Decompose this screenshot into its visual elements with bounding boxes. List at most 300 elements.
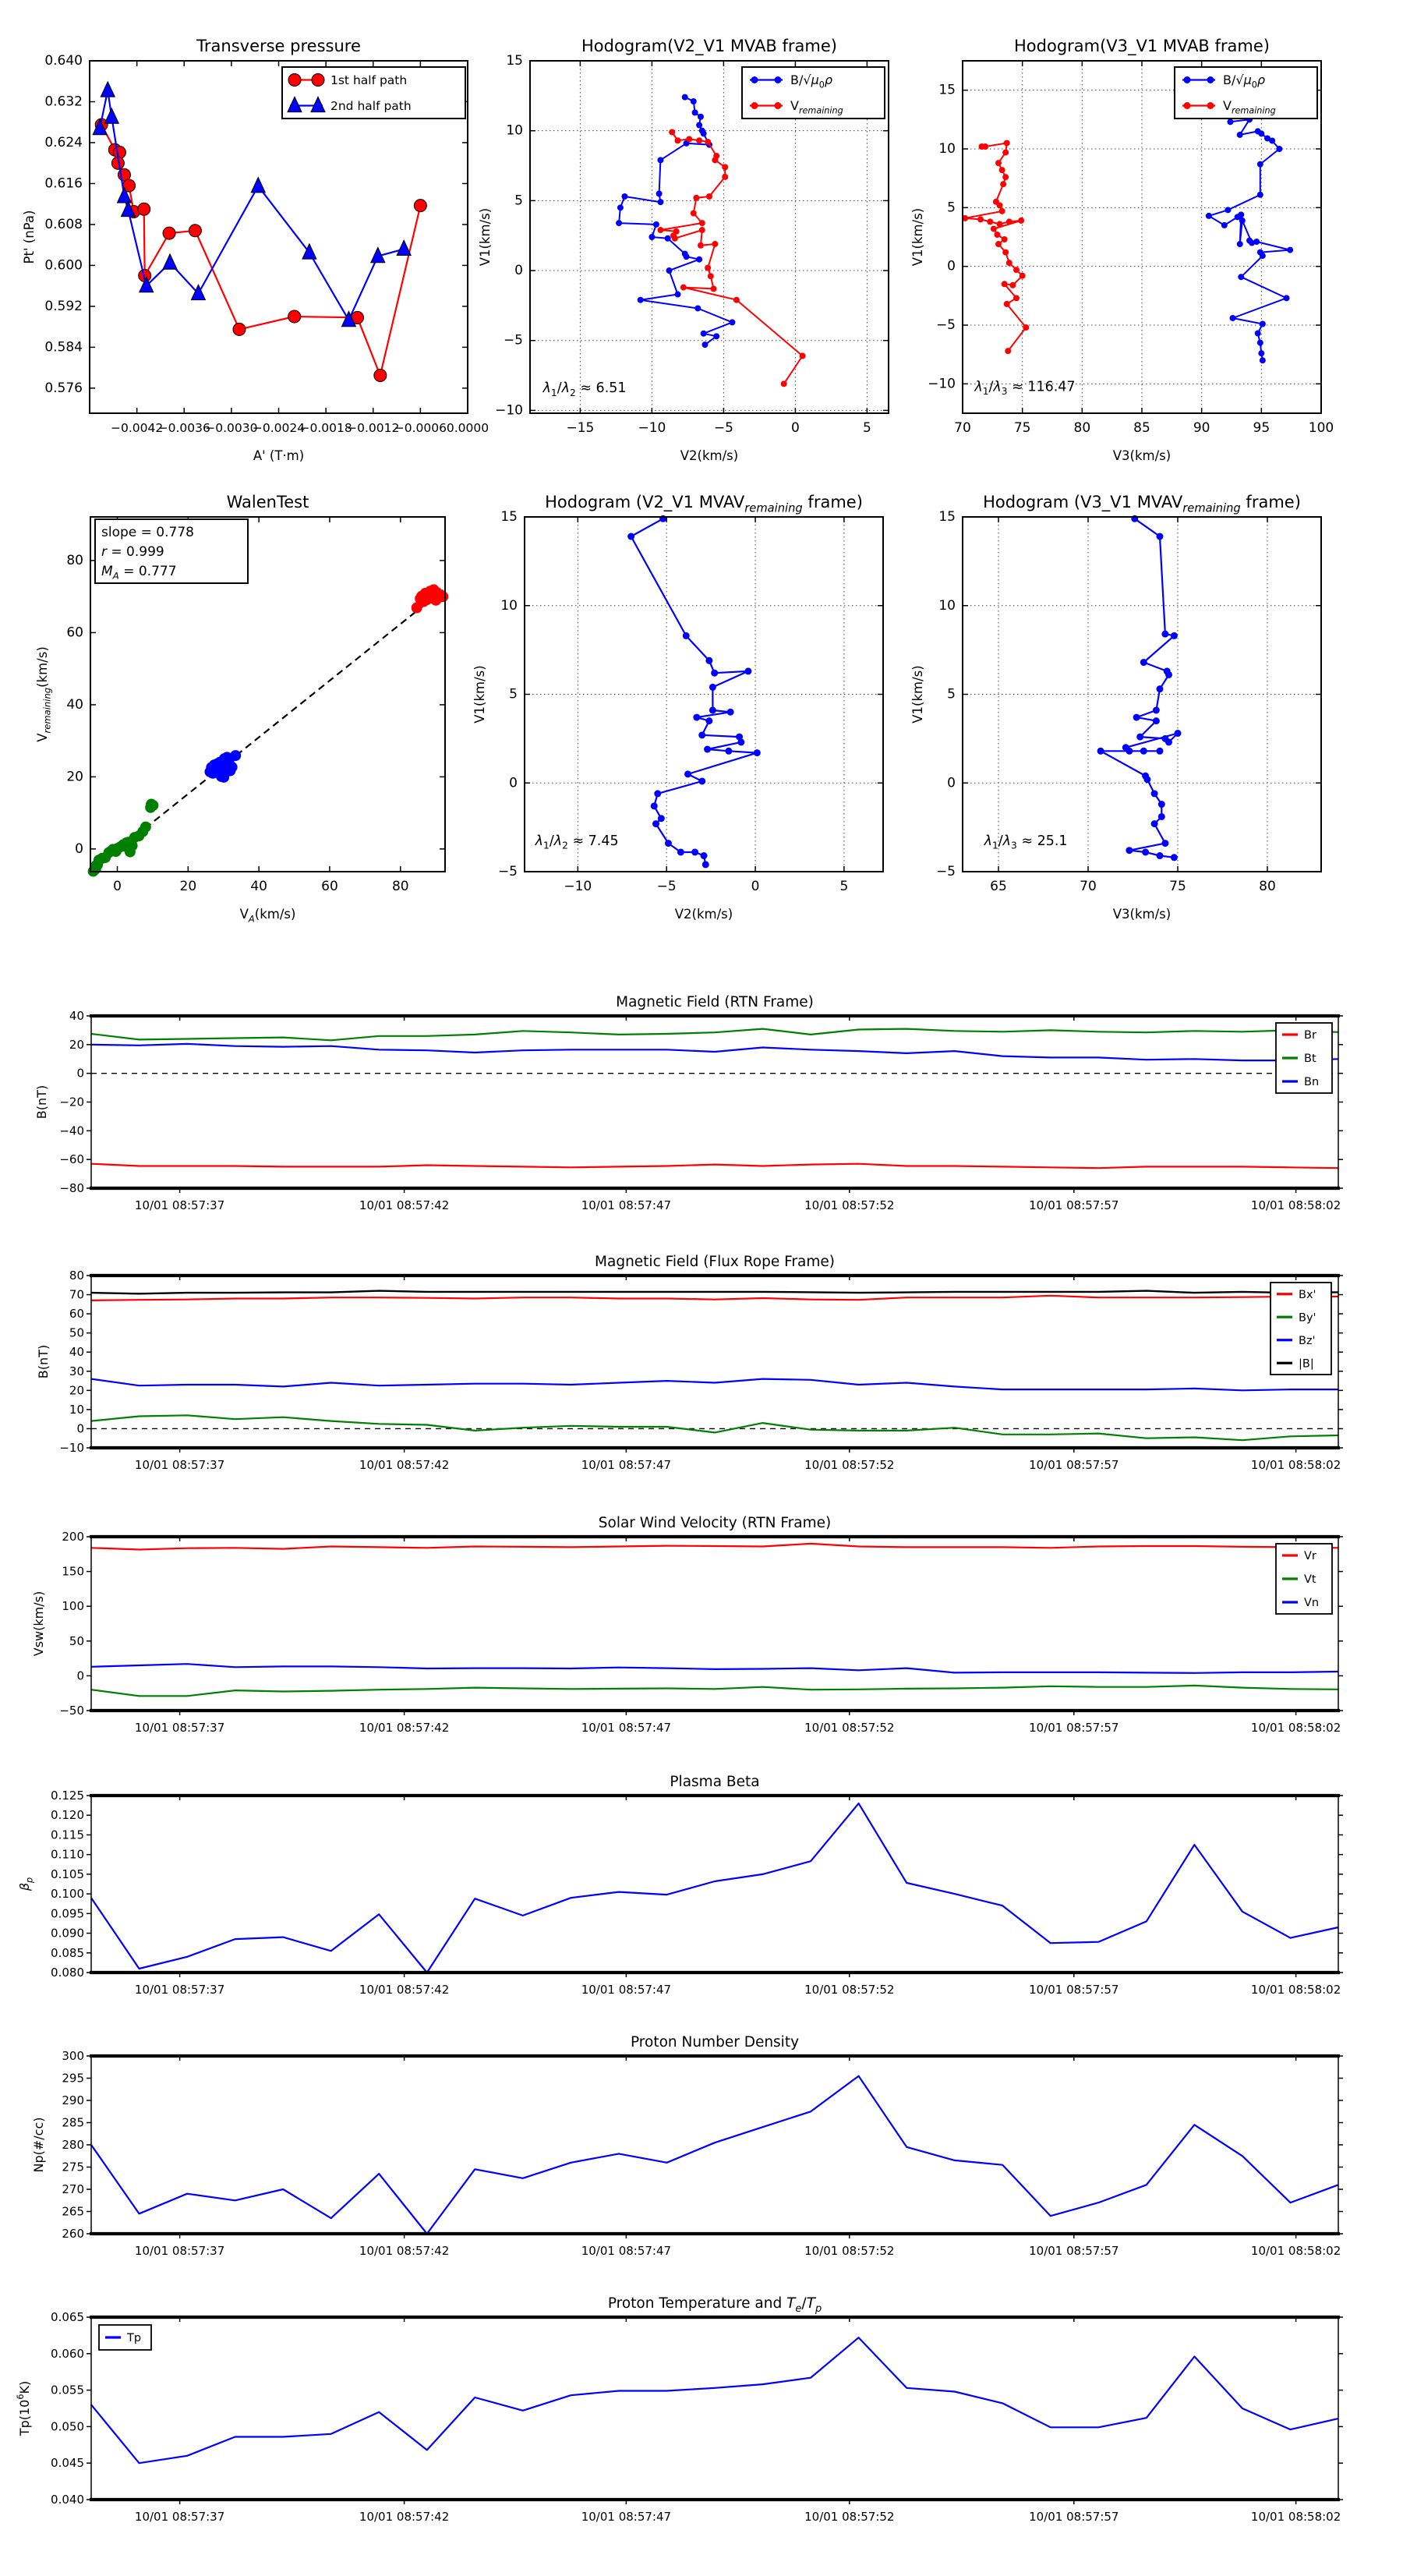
legend-label: Bn — [1304, 1076, 1320, 1088]
data-marker — [657, 157, 663, 163]
legend-label: Bz' — [1299, 1334, 1316, 1347]
x-tick-label: 75 — [1013, 420, 1031, 436]
data-marker — [666, 267, 672, 274]
data-marker — [1276, 146, 1282, 152]
x-tick-label: 20 — [179, 879, 197, 894]
data-marker — [1143, 776, 1150, 783]
panel-title: Proton Temperature and $T_e/T_p$ — [607, 2295, 822, 2315]
data-marker — [698, 731, 705, 738]
data-marker — [680, 285, 687, 291]
data-marker — [744, 667, 751, 674]
y-tick-label: 0.624 — [44, 134, 83, 150]
data-marker — [696, 122, 702, 129]
y-tick-label: 10 — [506, 122, 523, 139]
data-marker — [653, 221, 659, 228]
x-tick-label: −0.0018 — [299, 421, 352, 435]
data-marker — [665, 235, 671, 242]
data-marker — [699, 220, 705, 226]
data-marker — [616, 220, 622, 226]
data-marker — [1002, 174, 1009, 180]
legend-label: Bx' — [1299, 1288, 1316, 1301]
data-marker — [1269, 137, 1275, 143]
y-tick-label: 40 — [69, 1009, 84, 1023]
y-tick-label: 150 — [62, 1564, 84, 1579]
data-marker — [1221, 222, 1228, 228]
data-marker — [1171, 854, 1178, 861]
y-tick-label: 0.050 — [51, 2419, 84, 2434]
data-marker — [652, 820, 659, 827]
data-marker — [693, 714, 700, 721]
y-axis-label: V1(km/s) — [472, 665, 487, 724]
x-tick-label: 0.0000 — [446, 421, 489, 435]
x-tick-label: 80 — [1073, 420, 1091, 436]
data-marker — [658, 815, 665, 822]
data-marker — [1165, 671, 1172, 678]
legend-label: Bt — [1304, 1053, 1316, 1065]
x-tick-label: 10/01 08:57:42 — [359, 1983, 450, 1997]
y-tick-label: 260 — [62, 2227, 84, 2241]
data-marker — [1207, 102, 1214, 109]
x-tick-label: −0.0036 — [157, 421, 210, 435]
x-tick-label: 85 — [1133, 420, 1150, 436]
annotation: $\lambda_1/\lambda_2 \approx 7.45$ — [535, 833, 619, 851]
data-marker — [991, 225, 997, 232]
y-axis-label: B(nT) — [36, 1344, 51, 1379]
data-marker — [1153, 717, 1160, 724]
y-tick-label: −50 — [59, 1704, 84, 1718]
x-tick-label: 5 — [839, 879, 849, 894]
y-tick-label: 0.640 — [44, 53, 83, 69]
data-marker — [1126, 748, 1133, 755]
x-tick-label: −0.0024 — [252, 421, 306, 435]
x-tick-label: 10/01 08:57:42 — [359, 1458, 450, 1472]
panel-title: Hodogram(V3_V1 MVAB frame) — [1014, 37, 1270, 55]
data-marker — [737, 738, 744, 745]
x-tick-label: 10/01 08:58:02 — [1250, 2244, 1341, 2258]
data-marker — [414, 200, 426, 212]
data-marker — [1002, 249, 1009, 256]
data-marker — [426, 590, 436, 601]
data-marker — [1002, 236, 1008, 242]
data-marker — [1184, 102, 1191, 109]
data-marker — [669, 129, 675, 135]
data-marker — [800, 352, 806, 359]
data-marker — [1255, 331, 1261, 337]
y-tick-label: 20 — [69, 1037, 84, 1052]
data-marker — [682, 94, 688, 101]
y-tick-label: 265 — [62, 2204, 84, 2219]
y-tick-label: −5 — [503, 332, 523, 349]
x-tick-label: 10/01 08:57:57 — [1029, 1198, 1119, 1212]
y-tick-label: −5 — [935, 864, 956, 879]
data-marker — [1238, 211, 1244, 218]
y-tick-label: 0.120 — [51, 1808, 84, 1823]
data-marker — [729, 319, 735, 325]
data-marker — [222, 763, 233, 774]
x-tick-label: 10/01 08:58:02 — [1250, 1983, 1341, 1997]
annotation: $\lambda_1/\lambda_2 \approx 6.51$ — [542, 380, 627, 398]
data-marker — [312, 74, 324, 87]
legend-label: $B/√\mu_0\rho$ — [1223, 73, 1266, 90]
x-tick-label: 95 — [1253, 420, 1270, 436]
y-tick-label: −5 — [935, 317, 956, 333]
data-marker — [1258, 130, 1264, 136]
y-tick-label: −10 — [928, 376, 956, 392]
data-marker — [654, 790, 661, 797]
x-tick-label: −5 — [713, 420, 733, 436]
y-tick-label: 295 — [62, 2071, 84, 2086]
x-tick-label: 10/01 08:57:47 — [581, 1721, 672, 1735]
panel-title: Plasma Beta — [670, 1774, 760, 1790]
y-tick-label: 5 — [947, 686, 956, 702]
data-marker — [1171, 632, 1178, 639]
x-tick-label: −5 — [656, 879, 677, 894]
data-marker — [684, 253, 690, 260]
y-tick-label: −60 — [59, 1152, 84, 1167]
y-tick-label: 0 — [947, 775, 956, 791]
data-marker — [702, 341, 708, 348]
data-marker — [1157, 852, 1164, 859]
x-tick-label: 10/01 08:57:47 — [581, 2244, 672, 2258]
data-marker — [638, 297, 644, 303]
data-marker — [621, 193, 627, 200]
data-marker — [698, 242, 704, 249]
data-marker — [1237, 132, 1243, 138]
data-marker — [656, 190, 663, 196]
data-marker — [705, 657, 712, 664]
data-marker — [701, 331, 707, 337]
x-tick-label: 0 — [751, 879, 760, 894]
x-axis-label: V3(km/s) — [1112, 448, 1172, 463]
data-marker — [1006, 260, 1012, 266]
data-marker — [711, 670, 718, 677]
panel-title: Magnetic Field (Flux Rope Frame) — [595, 1254, 835, 1270]
panel-title: Hodogram(V2_V1 MVAB frame) — [581, 37, 837, 55]
x-tick-label: 10/01 08:57:52 — [804, 1983, 895, 1997]
data-marker — [775, 102, 782, 109]
y-tick-label: 0.125 — [51, 1789, 84, 1803]
y-tick-label: −10 — [495, 402, 523, 419]
x-tick-label: 5 — [862, 420, 871, 436]
y-tick-label: 0.576 — [44, 380, 83, 396]
y-axis-label: V1(km/s) — [910, 207, 925, 267]
y-tick-label: −40 — [59, 1123, 84, 1138]
x-tick-label: 10/01 08:57:57 — [1029, 2510, 1119, 2524]
data-marker — [754, 749, 761, 756]
data-marker — [1184, 76, 1191, 83]
x-tick-label: 40 — [250, 879, 267, 894]
x-tick-label: 80 — [1259, 879, 1276, 894]
data-marker — [1175, 730, 1182, 737]
data-marker — [696, 137, 702, 143]
data-marker — [230, 750, 241, 761]
x-tick-label: 0 — [113, 879, 122, 894]
y-tick-label: 40 — [66, 696, 83, 713]
data-marker — [1260, 357, 1266, 363]
x-tick-label: 10/01 08:57:42 — [359, 2244, 450, 2258]
x-tick-label: 65 — [990, 879, 1007, 894]
x-tick-label: 80 — [391, 879, 409, 894]
data-marker — [1161, 840, 1168, 847]
data-marker — [1002, 281, 1008, 287]
data-marker — [722, 174, 728, 180]
data-marker — [651, 802, 658, 809]
data-marker — [1158, 801, 1165, 808]
y-tick-label: 0.105 — [51, 1867, 84, 1881]
data-marker — [675, 137, 681, 143]
panel-title: Proton Number Density — [630, 2034, 800, 2051]
data-marker — [1225, 207, 1231, 213]
y-tick-label: 60 — [66, 625, 83, 641]
y-tick-label: 10 — [938, 141, 956, 157]
panel-title: Solar Wind Velocity (RTN Frame) — [598, 1515, 832, 1531]
legend-label: By' — [1299, 1311, 1316, 1325]
y-tick-label: 0 — [76, 1668, 84, 1683]
y-axis-label: V1(km/s) — [478, 207, 493, 267]
y-axis-label: $V_{remaining}(km/s)$ — [35, 646, 53, 742]
y-tick-label: 0.095 — [51, 1906, 84, 1921]
y-tick-label: 80 — [66, 552, 83, 568]
data-marker — [1227, 119, 1233, 125]
x-tick-label: −10 — [638, 420, 666, 436]
x-tick-label: 10/01 08:57:52 — [804, 2510, 895, 2524]
data-marker — [708, 273, 714, 279]
data-marker — [374, 369, 387, 381]
x-tick-label: 10/01 08:58:02 — [1250, 1721, 1341, 1735]
legend-label: Tp — [127, 2332, 142, 2344]
y-tick-label: 80 — [69, 1269, 84, 1283]
data-marker — [1161, 631, 1168, 638]
data-marker — [140, 822, 151, 833]
y-tick-label: 0.045 — [51, 2456, 84, 2471]
y-tick-label: 15 — [938, 82, 956, 98]
data-marker — [1207, 76, 1214, 83]
x-tick-label: 10/01 08:57:57 — [1029, 1458, 1119, 1472]
data-marker — [1006, 218, 1012, 225]
data-marker — [692, 109, 698, 115]
y-tick-label: 10 — [938, 597, 956, 614]
data-marker — [684, 770, 691, 777]
y-tick-label: 285 — [62, 2115, 84, 2130]
y-axis-label: $Tp(10^6K)$ — [15, 2380, 32, 2436]
y-tick-label: 10 — [69, 1402, 84, 1417]
data-marker — [995, 160, 1002, 166]
y-tick-label: −5 — [497, 864, 518, 879]
data-marker — [1153, 706, 1160, 713]
data-marker — [1158, 813, 1165, 820]
data-marker — [705, 264, 711, 271]
legend — [282, 67, 465, 119]
y-tick-label: 0.584 — [44, 339, 83, 356]
y-tick-label: 0 — [509, 775, 518, 791]
y-axis-label: Pt' (nPa) — [22, 210, 37, 264]
data-marker — [691, 98, 697, 104]
x-tick-label: 10/01 08:57:37 — [134, 1458, 225, 1472]
data-marker — [657, 227, 663, 233]
y-tick-label: 0.100 — [51, 1887, 84, 1902]
y-tick-label: 5 — [514, 193, 523, 209]
legend — [99, 2325, 151, 2350]
panel-title: WalenTest — [226, 493, 309, 511]
info-box-line: r = 0.999 — [101, 544, 164, 560]
data-marker — [1206, 213, 1212, 219]
x-tick-label: −0.0012 — [347, 421, 400, 435]
y-tick-label: 0 — [76, 1066, 84, 1081]
y-tick-label: 0.600 — [44, 257, 83, 274]
y-tick-label: 0.085 — [51, 1945, 84, 1960]
y-tick-label: 0.060 — [51, 2346, 84, 2361]
data-marker — [1238, 274, 1244, 280]
y-tick-label: 0 — [947, 258, 956, 274]
x-tick-label: 70 — [1080, 879, 1097, 894]
data-marker — [1023, 324, 1029, 331]
data-marker — [1151, 820, 1158, 827]
data-marker — [694, 305, 701, 311]
data-marker — [1284, 295, 1290, 301]
legend-label: |B| — [1299, 1357, 1314, 1371]
data-marker — [665, 840, 672, 847]
y-tick-label: 15 — [506, 53, 523, 69]
data-marker — [657, 199, 663, 205]
data-marker — [1260, 320, 1266, 327]
x-tick-label: −10 — [564, 879, 592, 894]
data-marker — [1020, 273, 1026, 279]
data-marker — [1157, 748, 1164, 755]
x-tick-label: 10/01 08:57:42 — [359, 2510, 450, 2524]
panel-title: Magnetic Field (RTN Frame) — [616, 994, 814, 1010]
data-marker — [648, 234, 655, 240]
x-tick-label: 10/01 08:57:47 — [581, 1198, 672, 1212]
legend — [1270, 1283, 1331, 1375]
legend — [1276, 1023, 1332, 1093]
data-marker — [725, 748, 732, 755]
data-marker — [699, 227, 705, 233]
panel-title: Hodogram (V2_V1 $MVAV_{remaining}$ frame) — [545, 493, 863, 515]
legend-label: 2nd half path — [330, 99, 412, 113]
x-tick-label: −15 — [566, 420, 595, 436]
panel-title: Hodogram (V3_V1 $MVAV_{remaining}$ frame) — [983, 493, 1301, 515]
data-marker — [138, 203, 150, 215]
x-tick-label: 10/01 08:57:37 — [134, 1198, 225, 1212]
y-axis-label: V1(km/s) — [910, 665, 925, 724]
data-marker — [1000, 181, 1006, 187]
legend-label: $V_{remaining}$ — [1223, 98, 1276, 116]
x-axis-label: $V_A(km/s)$ — [239, 907, 296, 925]
x-tick-label: 10/01 08:57:37 — [134, 2510, 225, 2524]
data-marker — [1260, 253, 1266, 259]
data-marker — [683, 632, 690, 639]
data-marker — [1253, 239, 1260, 245]
y-tick-label: 280 — [62, 2138, 84, 2152]
data-marker — [1157, 685, 1164, 692]
y-tick-label: 0.632 — [44, 94, 83, 110]
data-marker — [1257, 192, 1263, 198]
data-marker — [147, 800, 158, 811]
y-tick-label: 15 — [938, 509, 956, 525]
data-marker — [698, 777, 705, 784]
data-marker — [1126, 847, 1133, 854]
x-tick-label: 10/01 08:57:52 — [804, 1198, 895, 1212]
y-tick-label: 0.110 — [51, 1847, 84, 1862]
data-marker — [1005, 348, 1011, 354]
x-tick-label: 10/01 08:57:37 — [134, 1721, 225, 1735]
data-marker — [1239, 218, 1246, 224]
x-axis-label: V3(km/s) — [1112, 907, 1172, 922]
y-tick-label: 0.115 — [51, 1828, 84, 1842]
y-tick-label: 20 — [69, 1383, 84, 1398]
y-tick-label: −10 — [59, 1441, 84, 1455]
legend-label: 1st half path — [330, 73, 408, 87]
data-marker — [288, 310, 301, 323]
data-marker — [704, 746, 711, 753]
x-tick-label: 10/01 08:57:47 — [581, 1458, 672, 1472]
y-tick-label: 50 — [69, 1633, 84, 1648]
x-tick-label: 70 — [954, 420, 971, 436]
data-marker — [693, 195, 699, 201]
y-tick-label: 0.592 — [44, 298, 83, 314]
data-marker — [702, 861, 709, 868]
data-marker — [722, 164, 728, 170]
x-tick-label: 10/01 08:58:02 — [1250, 1458, 1341, 1472]
data-marker — [711, 285, 717, 292]
x-axis-label: V2(km/s) — [680, 448, 739, 463]
data-marker — [706, 193, 712, 200]
y-tick-label: 0.608 — [44, 216, 83, 232]
legend — [1276, 1544, 1332, 1614]
data-marker — [696, 257, 702, 263]
data-marker — [705, 139, 711, 145]
data-marker — [1009, 282, 1016, 288]
data-marker — [712, 157, 718, 163]
y-axis-label: Np(#/cc) — [31, 2117, 46, 2173]
data-marker — [1018, 218, 1024, 224]
data-marker — [995, 241, 1002, 247]
annotation: $\lambda_1/\lambda_3 \approx 25.1$ — [984, 833, 1068, 851]
data-marker — [1133, 714, 1140, 721]
y-tick-label: 290 — [62, 2093, 84, 2107]
y-tick-label: −20 — [59, 1095, 84, 1109]
x-tick-label: 10/01 08:57:37 — [134, 1983, 225, 1997]
legend-label: $B/√\mu_0\rho$ — [790, 73, 833, 90]
data-marker — [999, 167, 1005, 173]
y-tick-label: 5 — [947, 200, 956, 216]
data-marker — [1246, 238, 1253, 244]
y-tick-label: 300 — [62, 2049, 84, 2063]
data-marker — [163, 227, 175, 239]
data-marker — [709, 684, 716, 691]
y-tick-label: 70 — [69, 1287, 84, 1302]
y-tick-label: −80 — [59, 1181, 84, 1195]
y-tick-label: 0.040 — [51, 2493, 84, 2507]
legend-label: Vn — [1304, 1597, 1320, 1609]
x-tick-label: 10/01 08:57:42 — [359, 1721, 450, 1735]
x-tick-label: 10/01 08:57:37 — [134, 2244, 225, 2258]
data-marker — [997, 221, 1003, 227]
data-marker — [775, 76, 782, 83]
data-marker — [1097, 748, 1104, 755]
x-tick-label: 10/01 08:58:02 — [1250, 2510, 1341, 2524]
y-tick-label: 60 — [69, 1307, 84, 1322]
x-tick-label: −0.0006 — [394, 421, 447, 435]
y-tick-label: 275 — [62, 2160, 84, 2174]
data-marker — [1013, 295, 1020, 301]
data-marker — [1140, 748, 1147, 755]
data-marker — [733, 297, 740, 303]
x-tick-label: 10/01 08:57:52 — [804, 1458, 895, 1472]
data-marker — [1004, 140, 1010, 146]
legend — [1175, 67, 1317, 119]
data-marker — [1004, 301, 1010, 307]
